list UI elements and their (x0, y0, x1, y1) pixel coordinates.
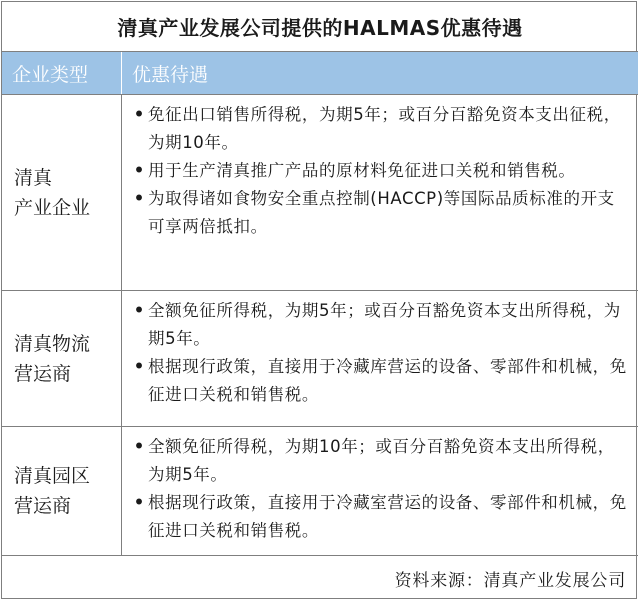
incentive-text: 用于生产清真推广产品的原材料免征进口关税和销售税。 (148, 161, 576, 180)
source-note: 资料来源：清真产业发展公司 (394, 570, 626, 591)
enterprise-type-cell (2, 291, 122, 426)
incentive-text: 根据现行政策，直接用于冷藏室营运的设备、零部件和机械，免征进口关税和销售税。 (148, 493, 627, 540)
bullet-marker: • (133, 161, 145, 180)
incentive-text: 免征出口销售所得税，为期5年；或百分百豁免资本支出征税，为期10年。 (148, 105, 621, 152)
enterprise-type-cell (2, 427, 122, 555)
enterprise-type-line: 清真园区 (14, 465, 91, 487)
enterprise-type-line: 营运商 (14, 495, 72, 517)
incentive-item (130, 489, 628, 545)
incentive-item (130, 433, 628, 489)
bullet-marker: • (133, 357, 145, 376)
bullet-marker: • (133, 493, 145, 512)
bullet-marker: • (133, 189, 145, 208)
incentive-item (130, 185, 628, 241)
enterprise-type-line: 清真物流 (14, 332, 91, 355)
table-row-halal-industry (2, 95, 638, 291)
table-title: 清真产业发展公司提供的HALMAS优惠待遇 (2, 2, 638, 52)
enterprise-type-line: 营运商 (14, 362, 72, 385)
incentive-item (130, 157, 628, 185)
incentive-item (130, 353, 628, 409)
incentive-text: 为取得诸如食物安全重点控制(HACCP)等国际品质标准的开支可享两倍抵扣。 (148, 189, 615, 236)
header-enterprise-type: 企业类型 (2, 52, 122, 94)
incentive-item (130, 297, 628, 353)
incentives-cell (122, 427, 638, 555)
header-incentives: 优惠待遇 (132, 63, 209, 86)
incentives-cell (122, 291, 638, 426)
bullet-marker: • (133, 437, 145, 456)
bullet-marker: • (133, 301, 145, 320)
incentive-table (1, 1, 637, 599)
enterprise-type-cell (2, 95, 122, 290)
enterprise-type-line: 清真 (14, 166, 53, 189)
enterprise-type-line: 产业企业 (14, 196, 91, 219)
incentive-item (130, 101, 628, 157)
table-row-halal-logistics (2, 291, 638, 427)
incentives-cell (122, 95, 638, 290)
table-row-halal-park (2, 427, 638, 556)
bullet-marker: • (133, 105, 145, 124)
incentive-text: 根据现行政策，直接用于冷藏库营运的设备、零部件和机械，免征进口关税和销售税。 (148, 357, 627, 404)
table-header (2, 52, 638, 95)
incentive-text: 全额免征所得税，为期5年；或百分百豁免资本支出所得税，为期5年。 (148, 301, 621, 348)
incentive-text: 全额免征所得税，为期10年；或百分百豁免资本支出所得税，为期5年。 (148, 437, 615, 484)
